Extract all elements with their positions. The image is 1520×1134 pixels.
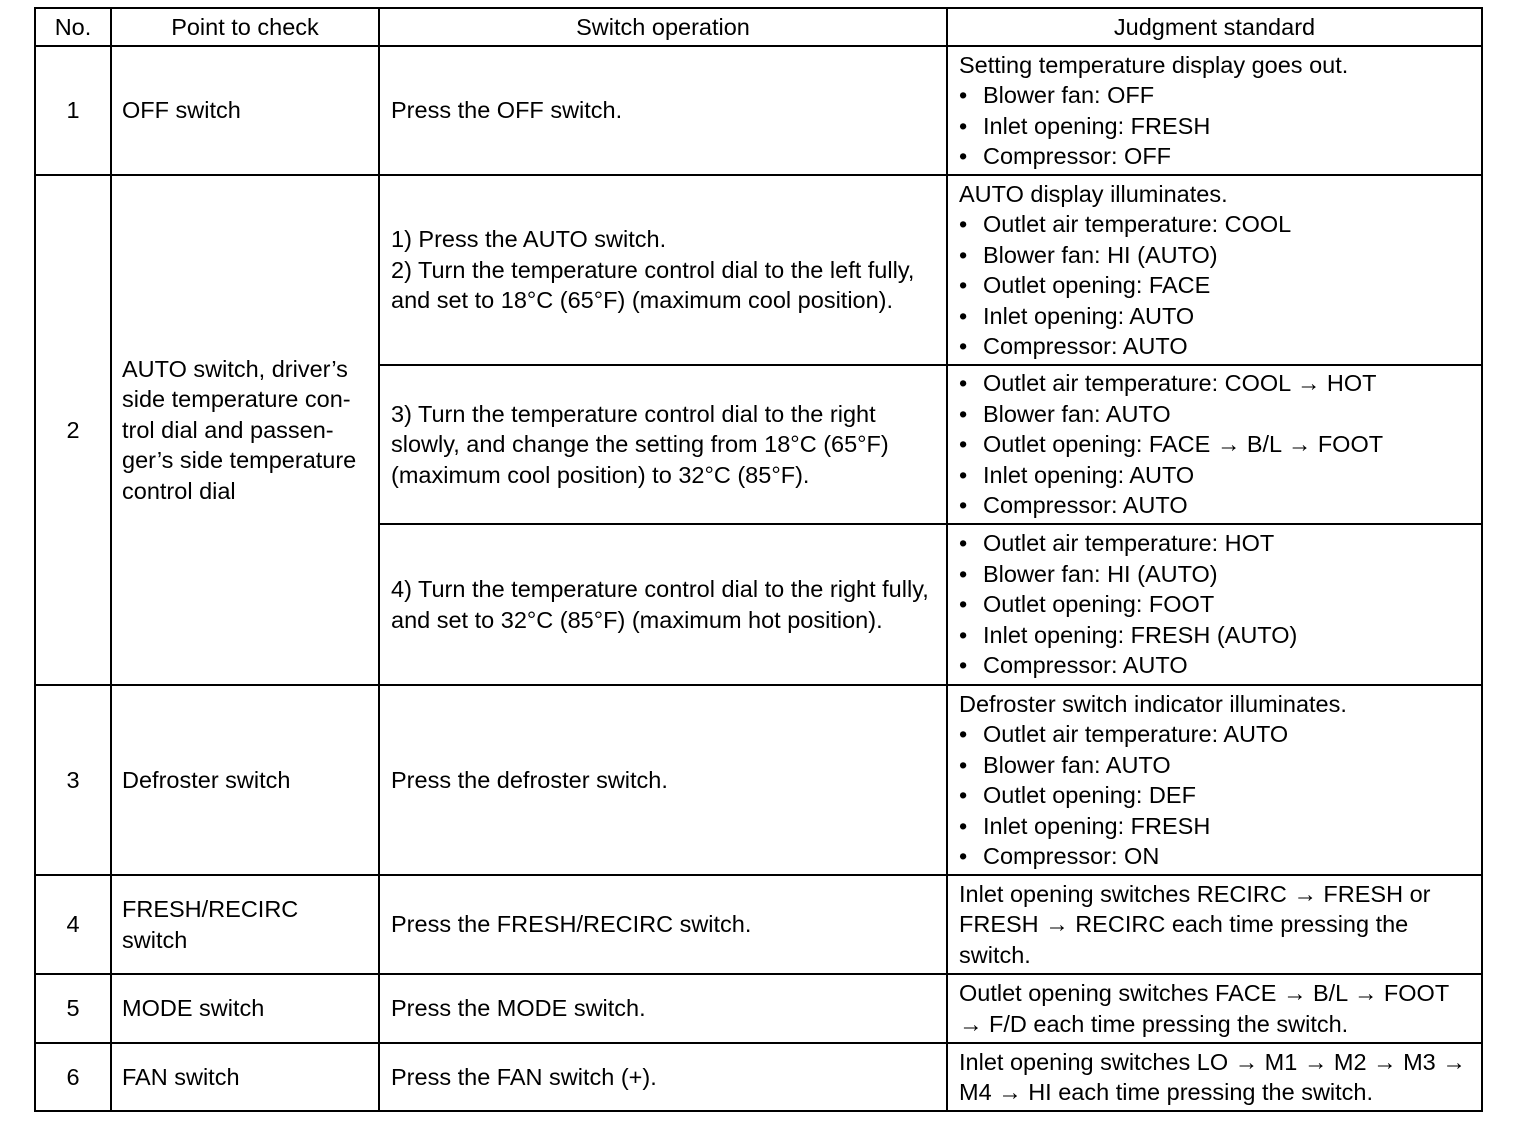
judgment-item: • Compressor: AUTO	[959, 490, 1475, 521]
row-number: 3	[35, 685, 111, 875]
point-to-check: AUTO switch, driver’s side temperature con- trol dial and passen- ger’s side temperature control dial	[111, 175, 379, 685]
judgment-intro: Setting temperature display goes out.	[959, 51, 1349, 78]
judgment-item: • Outlet opening: FOOT	[959, 589, 1475, 620]
operation-line: 3) Turn the temperature control dial to the right	[391, 400, 876, 427]
header-operation: Switch operation	[379, 8, 947, 46]
header-judgment: Judgment standard	[947, 8, 1482, 46]
table-row	[35, 1043, 1482, 1111]
judgment-item: • Compressor: AUTO	[959, 650, 1475, 681]
point-to-check: OFF switch	[111, 46, 379, 175]
judgment-standard	[947, 524, 1482, 685]
table-row	[35, 46, 1482, 175]
switch-operation	[379, 175, 947, 365]
judgment-item: • Outlet air temperature: AUTO	[959, 719, 1475, 750]
row-number: 6	[35, 1043, 111, 1111]
switch-operation	[379, 524, 947, 685]
row-number: 5	[35, 974, 111, 1043]
point-to-check: Defroster switch	[111, 685, 379, 875]
judgment-standard: Inlet opening switches LO → M1 → M2 → M3 → M4 → HI each time pressing the switch.	[947, 1043, 1482, 1111]
judgment-item: • Outlet opening: FACE	[959, 270, 1475, 301]
judgment-item: • Outlet air temperature: HOT	[959, 528, 1475, 559]
judgment-item: • Inlet opening: AUTO	[959, 460, 1475, 491]
operation-line: 2) Turn the temperature control dial to the left fully,	[391, 256, 915, 283]
operation-line: (maximum cool position) to 32°C (85°F).	[391, 461, 810, 488]
judgment-item: • Inlet opening: AUTO	[959, 301, 1475, 332]
switch-check-table	[34, 7, 1483, 1112]
switch-operation: Press the FRESH/RECIRC switch.	[379, 875, 947, 974]
judgment-item: • Blower fan: HI (AUTO)	[959, 240, 1475, 271]
switch-operation: Press the MODE switch.	[379, 974, 947, 1043]
switch-operation: Press the defroster switch.	[379, 685, 947, 875]
judgment-standard: Inlet opening switches RECIRC → FRESH or FRESH → RECIRC each time pressing the switch.	[947, 875, 1482, 974]
operation-line: 4) Turn the temperature control dial to the right fully,	[391, 576, 929, 602]
switch-operation: Press the FAN switch (+).	[379, 1043, 947, 1111]
judgment-item: • Compressor: ON	[959, 841, 1475, 872]
judgment-item: • Outlet air temperature: COOL → HOT	[959, 368, 1475, 399]
operation-line: slowly, and change the setting from 18°C (65°F)	[391, 431, 889, 458]
judgment-item: • Blower fan: HI (AUTO)	[959, 559, 1475, 590]
point-to-check: FAN switch	[111, 1043, 379, 1111]
table-row	[35, 875, 1482, 974]
judgment-intro: Defroster switch indicator illuminates.	[959, 690, 1347, 717]
table-row	[35, 175, 1482, 365]
row-number: 2	[35, 175, 111, 685]
row-number: 4	[35, 875, 111, 974]
judgment-item: • Blower fan: AUTO	[959, 399, 1475, 430]
row-number: 1	[35, 46, 111, 175]
operation-line: 1) Press the AUTO switch.	[391, 226, 667, 253]
header-point: Point to check	[111, 8, 379, 46]
operation-line: and set to 18°C (65°F) (maximum cool position).	[391, 287, 894, 314]
judgment-item: • Blower fan: OFF	[959, 80, 1475, 111]
header-row	[35, 8, 1482, 46]
judgment-intro: AUTO display illuminates.	[959, 180, 1228, 207]
judgment-item: • Inlet opening: FRESH	[959, 811, 1475, 842]
operation-line: and set to 32°C (85°F) (maximum hot position).	[391, 606, 883, 633]
judgment-standard: Outlet opening switches FACE → B/L → FOOT → F/D each time pressing the switch.	[947, 974, 1482, 1043]
judgment-item: • Outlet opening: DEF	[959, 780, 1475, 811]
table-row	[35, 974, 1482, 1043]
judgment-standard	[947, 175, 1482, 365]
switch-operation: Press the OFF switch.	[379, 46, 947, 175]
judgment-item: • Outlet opening: FACE → B/L → FOOT	[959, 429, 1475, 460]
judgment-item: • Compressor: OFF	[959, 141, 1475, 172]
judgment-item: • Compressor: AUTO	[959, 331, 1475, 362]
judgment-standard	[947, 46, 1482, 175]
judgment-item: • Blower fan: AUTO	[959, 750, 1475, 781]
switch-operation	[379, 365, 947, 524]
judgment-standard	[947, 365, 1482, 524]
judgment-item: • Outlet air temperature: COOL	[959, 209, 1475, 240]
judgment-standard	[947, 685, 1482, 875]
judgment-item: • Inlet opening: FRESH	[959, 111, 1475, 142]
header-no: No.	[35, 8, 111, 46]
judgment-item: • Inlet opening: FRESH (AUTO)	[959, 620, 1475, 651]
table-row	[35, 685, 1482, 875]
point-to-check: FRESH/RECIRC switch	[111, 875, 379, 974]
point-to-check: MODE switch	[111, 974, 379, 1043]
